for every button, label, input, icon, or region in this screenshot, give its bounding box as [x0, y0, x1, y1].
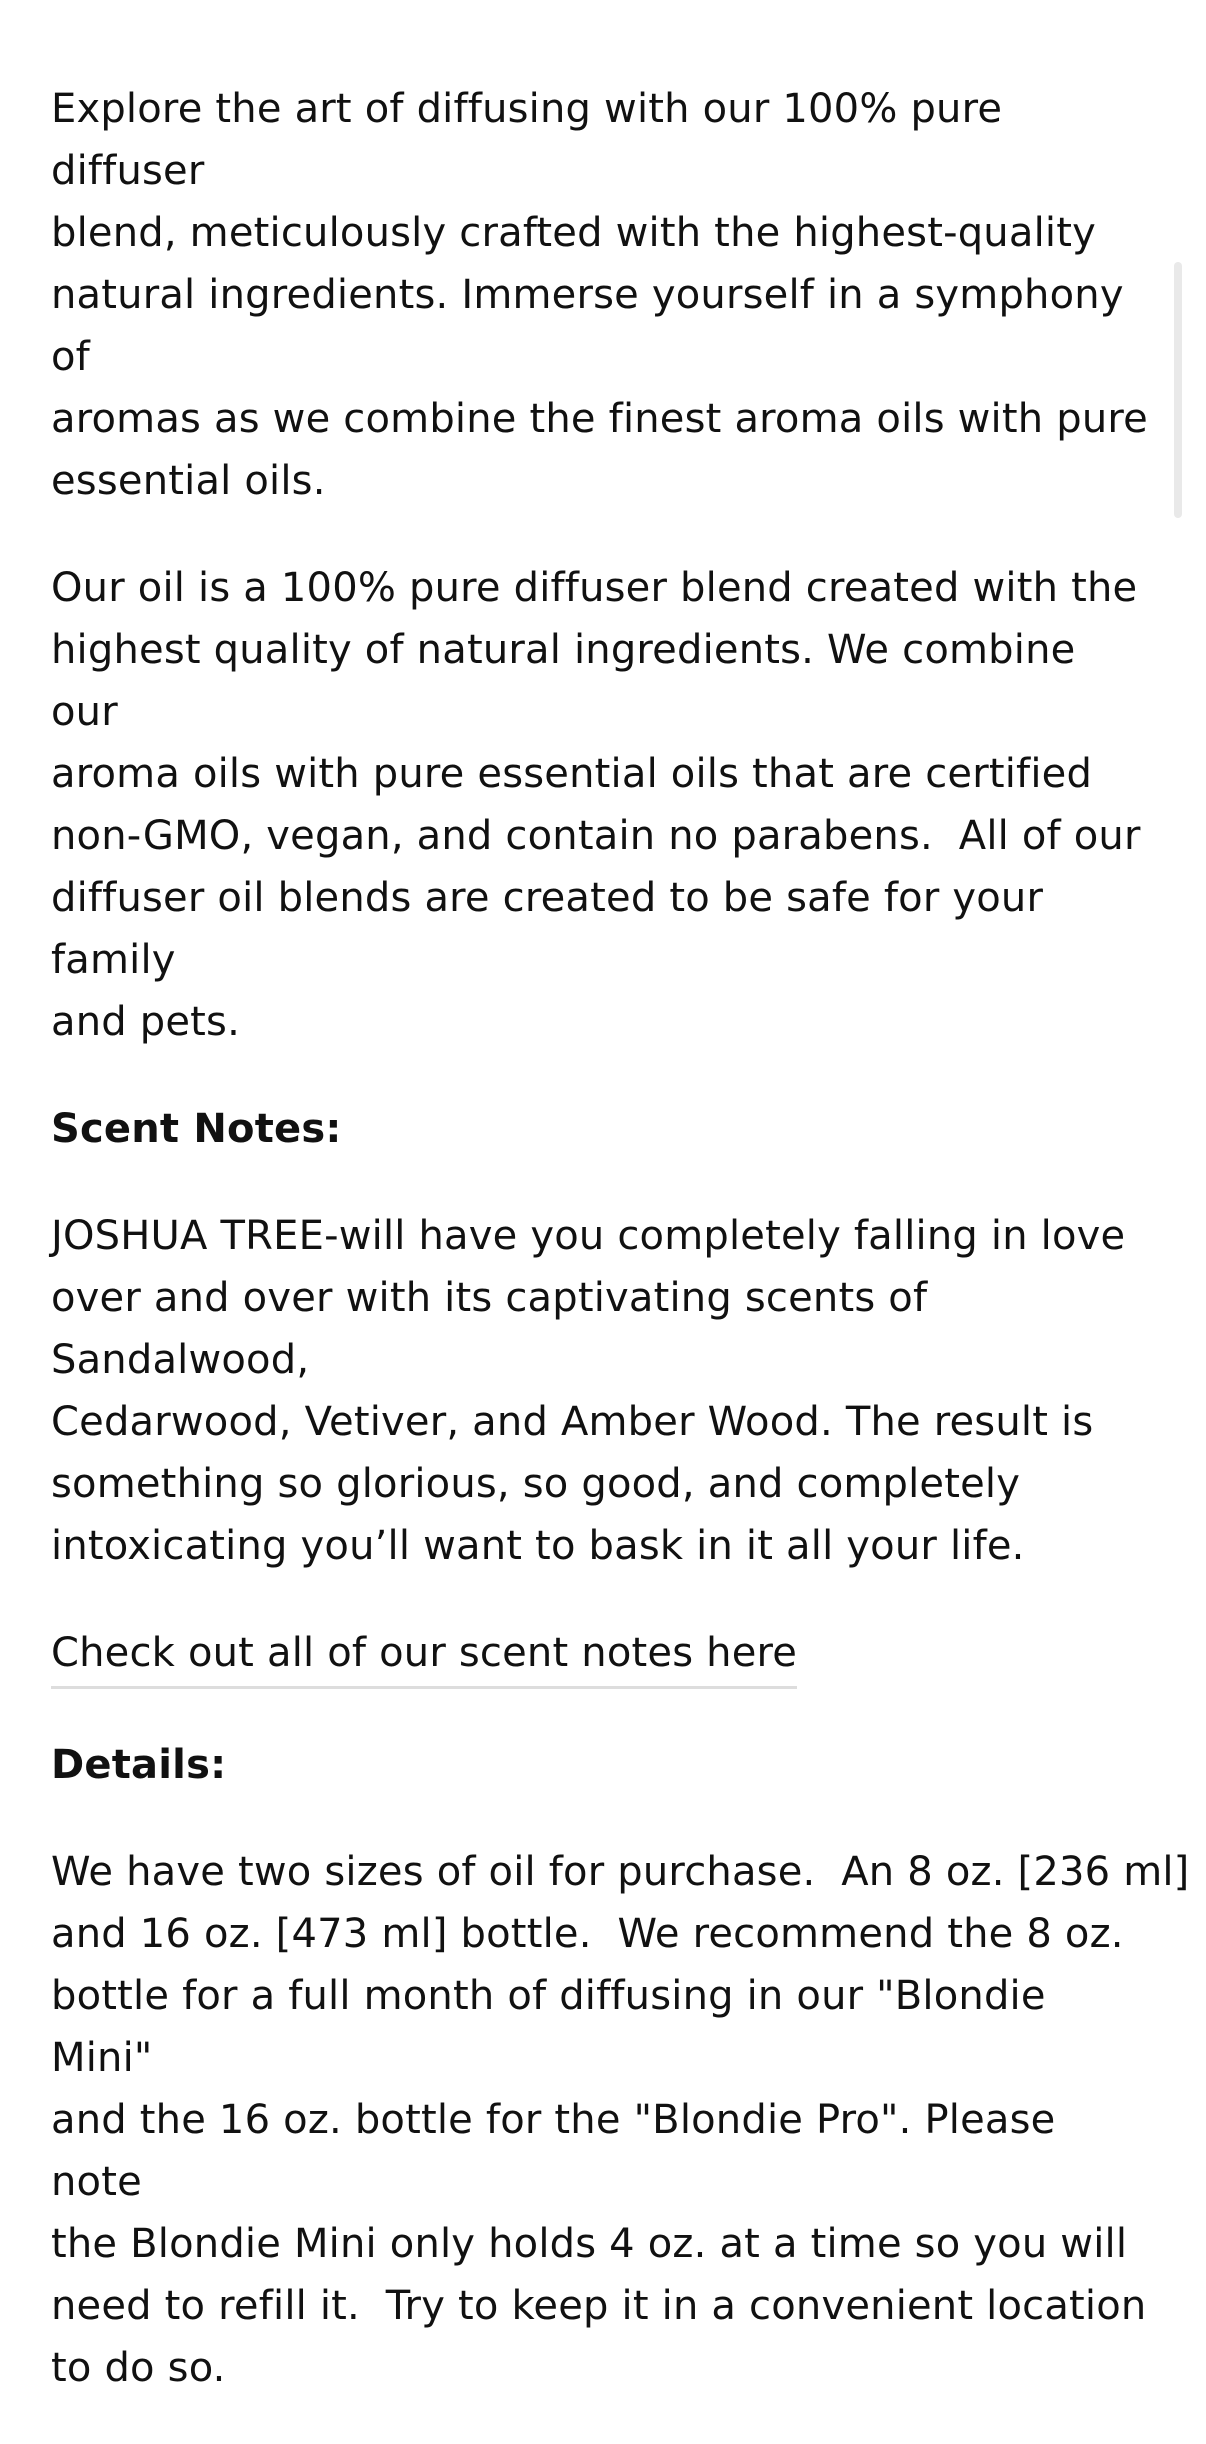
text-line: non-GMO, vegan, and contain no parabens. All of our: [51, 813, 1141, 859]
text-line: JOSHUA TREE-will have you completely falling in love: [51, 1213, 1126, 1259]
text-line: We have two sizes of oil for purchase. An 8 oz. [236 ml]: [51, 1849, 1190, 1895]
scrollbar-thumb[interactable]: [1174, 262, 1182, 518]
text-line: Cedarwood, Vetiver, and Amber Wood. The result is: [51, 1399, 1094, 1445]
text-line: and pets.: [51, 999, 241, 1045]
text-line: Our oil is a 100% pure diffuser blend created with the: [51, 565, 1138, 611]
text-line: and 16 oz. [473 ml] bottle. We recommend the 8 oz.: [51, 1911, 1124, 1957]
text-line: and the 16 oz. bottle for the "Blondie Pro". Please note: [51, 2097, 1056, 2205]
text-line: diffuser oil blends are created to be safe for your family: [51, 875, 1044, 983]
text-line: bottle for a full month of diffusing in our "Blondie Mini": [51, 1973, 1046, 2081]
text-line: intoxicating you’ll want to bask in it all your life.: [51, 1523, 1025, 1569]
text-line: Explore the art of diffusing with our 100% pure diffuser: [51, 86, 1003, 194]
text-line: need to refill it. Try to keep it in a convenient location: [51, 2283, 1147, 2329]
text-line: aromas as we combine the finest aroma oils with pure: [51, 396, 1148, 442]
text-line: the Blondie Mini only holds 4 oz. at a time so you will: [51, 2221, 1128, 2267]
scent-paragraph: [51, 1205, 1151, 1577]
details-heading: Details:: [51, 1742, 227, 1788]
text-line: highest quality of natural ingredients. We combine our: [51, 627, 1076, 735]
product-description: [51, 78, 1190, 2444]
text-line: aroma oils with pure essential oils that are certified: [51, 751, 1093, 797]
text-line: blend, meticulously crafted with the highest-quality: [51, 210, 1096, 256]
scent-notes-link[interactable]: Check out all of our scent notes here: [51, 1622, 797, 1689]
intro-paragraph: [51, 78, 1151, 512]
text-line: over and over with its captivating scents of Sandalwood,: [51, 1275, 928, 1383]
text-line: to do so.: [51, 2345, 226, 2391]
text-line: essential oils.: [51, 458, 326, 504]
scent-notes-link-row: [51, 1622, 1151, 1689]
text-line: natural ingredients. Immerse yourself in a symphony of: [51, 272, 1124, 380]
details-paragraph: [51, 1841, 1190, 2399]
text-line: something so glorious, so good, and completely: [51, 1461, 1021, 1507]
scent-notes-heading: Scent Notes:: [51, 1106, 342, 1152]
blend-paragraph: [51, 557, 1151, 1053]
